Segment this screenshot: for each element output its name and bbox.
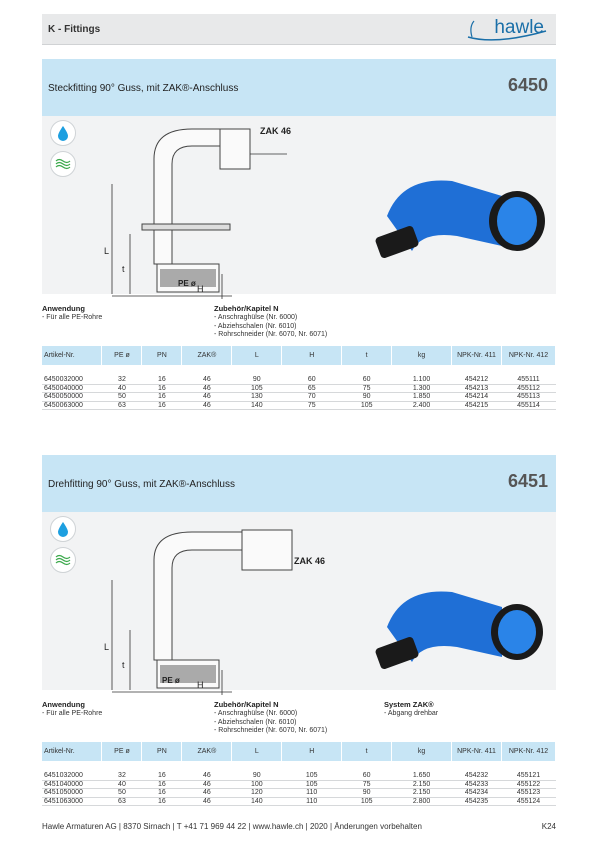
logo-text: hawle [494, 17, 544, 38]
dim-t-label: t [122, 264, 125, 274]
table-cell: 2.400 [392, 401, 452, 410]
table-cell: 32 [102, 772, 142, 780]
pe-diameter-label: PE ø [162, 676, 180, 685]
table-cell: 6450040000 [42, 384, 102, 393]
table-cell: 32 [102, 376, 142, 384]
column-header: PE ø [102, 742, 142, 761]
table-row [42, 789, 556, 798]
table-cell: 75 [342, 780, 392, 789]
column-header: NPK-Nr. 412 [502, 346, 556, 365]
table-cell: 105 [282, 772, 342, 780]
table-cell: 63 [102, 797, 142, 806]
product-photo-6451 [362, 567, 542, 687]
table-cell: 16 [142, 384, 182, 393]
column-header: L [232, 346, 282, 365]
table-cell: 16 [142, 797, 182, 806]
product-title: Steckfitting 90° Guss, mit ZAK®-Anschluss [48, 83, 239, 94]
table-cell: 2.800 [392, 797, 452, 806]
spec-table [42, 742, 556, 806]
table-cell: 455111 [502, 376, 556, 384]
table-cell: 1.100 [392, 376, 452, 384]
table-cell: 75 [282, 401, 342, 410]
anwendung-heading: Anwendung [42, 700, 85, 709]
table-cell: 50 [102, 789, 142, 798]
table-cell: 46 [182, 384, 232, 393]
table-cell: 120 [232, 789, 282, 798]
table-cell: 90 [342, 393, 392, 402]
table-cell: 454235 [452, 797, 502, 806]
table-cell: 40 [102, 384, 142, 393]
table-cell: 46 [182, 780, 232, 789]
table-cell: 6451050000 [42, 789, 102, 798]
table-cell: 454212 [452, 376, 502, 384]
product-number: 6451 [507, 471, 548, 491]
table-cell: 50 [102, 393, 142, 402]
table-row [42, 401, 556, 410]
table-cell: 40 [102, 780, 142, 789]
table-cell: 90 [232, 772, 282, 780]
water-drop-icon [50, 120, 76, 146]
product-image-panel [42, 116, 556, 294]
page-footer [42, 822, 556, 831]
dim-t-label: t [122, 660, 125, 670]
column-header: NPK-Nr. 411 [452, 742, 502, 761]
column-header: NPK-Nr. 411 [452, 346, 502, 365]
table-cell: 454215 [452, 401, 502, 410]
table-cell: 6450050000 [42, 393, 102, 402]
table-cell: 105 [282, 780, 342, 789]
table-cell: 455124 [502, 797, 556, 806]
table-cell: 454214 [452, 393, 502, 402]
table-cell: 2.150 [392, 780, 452, 789]
column-header: Artikel-Nr. [42, 742, 102, 761]
info-block [42, 294, 556, 346]
table-cell: 60 [342, 772, 392, 780]
column-header: PN [142, 346, 182, 365]
anwendung-block [42, 304, 102, 323]
table-cell: 130 [232, 393, 282, 402]
anwendung-item: - Für alle PE-Rohre [42, 710, 103, 717]
table-cell: 110 [282, 797, 342, 806]
page-header [42, 14, 556, 45]
table-cell: 65 [282, 384, 342, 393]
anwendung-block [42, 700, 102, 719]
column-header: PE ø [102, 346, 142, 365]
water-drop-icon [50, 516, 76, 542]
zubehoer-item: - Anschraghülse (Nr. 6000) [214, 314, 298, 321]
zubehoer-item: - Rohrschneider (Nr. 6070, Nr. 6071) [214, 727, 328, 734]
dim-h-label: H [197, 284, 204, 294]
product-number: 6450 [507, 75, 548, 95]
table-cell: 63 [102, 401, 142, 410]
table-cell: 6450032000 [42, 376, 102, 384]
chapter-title: K - Fittings [48, 24, 101, 35]
table-cell: 105 [342, 401, 392, 410]
column-header: t [342, 346, 392, 365]
table-cell: 455114 [502, 401, 556, 410]
pe-diameter-label: PE ø [178, 279, 196, 288]
zubehoer-item: - Abziehschalen (Nr. 6010) [214, 718, 297, 726]
table-cell: 46 [182, 401, 232, 410]
table-cell: 6451032000 [42, 772, 102, 780]
table-cell: 455123 [502, 789, 556, 798]
table-cell: 90 [342, 789, 392, 798]
table-cell: 60 [282, 376, 342, 384]
table-cell: 16 [142, 772, 182, 780]
zubehoer-item: - Rohrschneider (Nr. 6070, Nr. 6071) [214, 331, 328, 338]
column-header: NPK-Nr. 412 [502, 742, 556, 761]
table-cell: 454232 [452, 772, 502, 780]
dim-h-label: H [197, 680, 204, 690]
table-row [42, 772, 556, 780]
table-cell: 455112 [502, 384, 556, 393]
system-heading: System ZAK® [384, 700, 434, 709]
table-cell: 454234 [452, 789, 502, 798]
technical-drawing [92, 520, 326, 690]
table-cell: 105 [342, 797, 392, 806]
table-header-row [42, 346, 556, 365]
anwendung-heading: Anwendung [42, 304, 85, 313]
table-cell: 75 [342, 384, 392, 393]
column-header: Artikel-Nr. [42, 346, 102, 365]
product-image-panel [42, 512, 556, 690]
zubehoer-block [214, 700, 327, 736]
zak-label: ZAK 46 [294, 556, 326, 566]
column-header: H [282, 742, 342, 761]
table-cell: 455122 [502, 780, 556, 789]
product-photo-6450 [362, 156, 542, 276]
technical-drawing [102, 124, 302, 294]
table-cell: 70 [282, 393, 342, 402]
table-cell: 46 [182, 376, 232, 384]
product-title: Drehfitting 90° Guss, mit ZAK®-Anschluss [48, 479, 235, 490]
column-header: kg [392, 346, 452, 365]
system-block [384, 700, 438, 719]
table-cell: 6450063000 [42, 401, 102, 410]
column-header: ZAK® [182, 742, 232, 761]
system-item: - Abgang drehbar [384, 710, 439, 717]
table-cell: 16 [142, 401, 182, 410]
table-cell: 105 [232, 384, 282, 393]
table-cell: 110 [282, 789, 342, 798]
table-row [42, 780, 556, 789]
table-header-row [42, 742, 556, 761]
table-cell: 16 [142, 376, 182, 384]
table-cell: 140 [232, 401, 282, 410]
table-cell: 16 [142, 393, 182, 402]
zubehoer-heading: Zubehör/Kapitel N [214, 700, 279, 709]
column-header: kg [392, 742, 452, 761]
spec-table [42, 346, 556, 410]
product-section-6450 [42, 59, 556, 410]
table-cell: 1.300 [392, 384, 452, 393]
waves-icon [50, 547, 76, 573]
dim-l-label: L [104, 246, 110, 256]
product-title-bar [42, 455, 556, 512]
table-cell: 46 [182, 393, 232, 402]
table-cell: 1.650 [392, 772, 452, 780]
zubehoer-item: - Abziehschalen (Nr. 6010) [214, 322, 297, 330]
table-row [42, 376, 556, 384]
column-header: L [232, 742, 282, 761]
table-cell: 454213 [452, 384, 502, 393]
table-cell: 1.850 [392, 393, 452, 402]
table-cell: 6451040000 [42, 780, 102, 789]
column-header: PN [142, 742, 182, 761]
zubehoer-item: - Anschraghülse (Nr. 6000) [214, 710, 298, 717]
table-cell: 16 [142, 789, 182, 798]
table-cell: 6451063000 [42, 797, 102, 806]
dim-l-label: L [104, 642, 110, 652]
table-row [42, 393, 556, 402]
zak-label: ZAK 46 [260, 126, 292, 136]
column-header: H [282, 346, 342, 365]
table-cell: 100 [232, 780, 282, 789]
info-block [42, 690, 556, 742]
table-cell: 46 [182, 797, 232, 806]
table-row [42, 384, 556, 393]
product-title-bar [42, 59, 556, 116]
waves-icon [50, 151, 76, 177]
zubehoer-heading: Zubehör/Kapitel N [214, 304, 279, 313]
table-cell: 455113 [502, 393, 556, 402]
table-cell: 454233 [452, 780, 502, 789]
table-row [42, 797, 556, 806]
table-cell: 16 [142, 780, 182, 789]
column-header: ZAK® [182, 346, 232, 365]
column-header: t [342, 742, 392, 761]
hawle-logo [466, 17, 548, 43]
table-cell: 60 [342, 376, 392, 384]
table-cell: 2.150 [392, 789, 452, 798]
table-cell: 46 [182, 772, 232, 780]
footer-text: Hawle Armaturen AG | 8370 Sirnach | T +41 71 969 44 22 | www.hawle.ch | 2020 | Änderungen vorbehalten [42, 822, 422, 831]
zubehoer-block [214, 304, 327, 340]
anwendung-item: - Für alle PE-Rohre [42, 314, 103, 321]
product-section-6451 [42, 455, 556, 806]
table-cell: 140 [232, 797, 282, 806]
table-cell: 455121 [502, 772, 556, 780]
table-cell: 90 [232, 376, 282, 384]
table-cell: 46 [182, 789, 232, 798]
page-number: K24 [541, 822, 556, 831]
